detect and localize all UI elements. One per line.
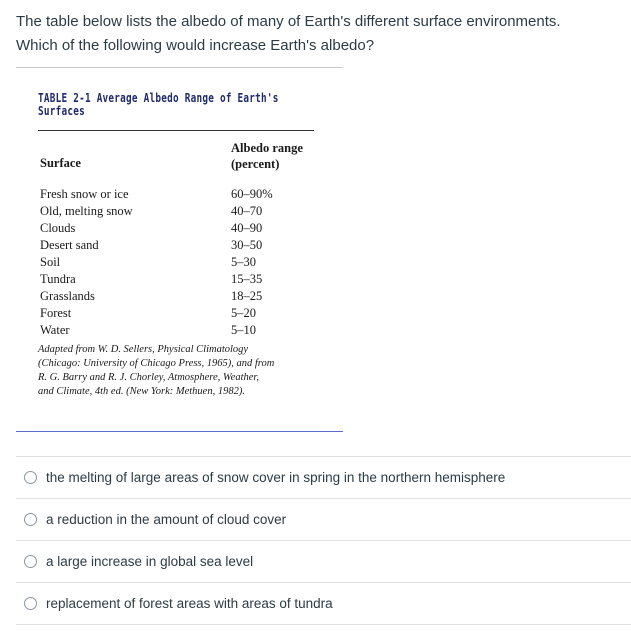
table-header — [38, 139, 318, 175]
cell-range: 40–90 — [231, 221, 263, 235]
divider-bottom — [16, 431, 343, 432]
radio-button[interactable] — [24, 555, 37, 568]
answer-option-1[interactable] — [16, 456, 631, 498]
table-caption-line-2: Surfaces — [38, 104, 85, 118]
table-caption — [38, 92, 319, 118]
table-rule — [38, 130, 314, 131]
table-row — [38, 203, 318, 220]
answer-option-4[interactable] — [16, 582, 631, 625]
cell-surface: Desert sand — [40, 238, 99, 252]
table-source-note — [38, 343, 318, 399]
table-row — [38, 237, 318, 254]
table-row — [38, 305, 318, 322]
cell-range: 5–10 — [231, 323, 256, 337]
question-text — [16, 10, 616, 58]
cell-surface: Fresh snow or ice — [40, 187, 129, 201]
cell-range: 60–90% — [231, 187, 273, 201]
cell-surface: Clouds — [40, 221, 76, 235]
question-line-2: Which of the following would increase Earth's albedo? — [16, 37, 375, 54]
answer-label[interactable]: the melting of large areas of snow cover in spring in the northern hemisphere — [46, 470, 506, 485]
answer-option-2[interactable] — [16, 498, 631, 540]
answer-option-3[interactable] — [16, 540, 631, 582]
cell-range: 15–35 — [231, 272, 263, 286]
answer-label[interactable]: a reduction in the amount of cloud cover — [46, 512, 287, 527]
table-row — [38, 254, 318, 271]
table-row — [38, 220, 318, 237]
albedo-table-figure — [38, 91, 318, 397]
answer-label[interactable]: replacement of forest areas with areas of tundra — [46, 596, 333, 611]
question-line-1: The table below lists the albedo of many of Earth's different surface environments. — [16, 13, 561, 30]
cell-range: 30–50 — [231, 238, 263, 252]
header-albedo-line-2: (percent) — [231, 157, 280, 171]
source-line-1: Adapted from W. D. Sellers, Physical Climatology — [38, 344, 249, 355]
cell-surface: Tundra — [40, 272, 76, 286]
cell-range: 5–30 — [231, 255, 256, 269]
source-line-3: R. G. Barry and R. J. Chorley, Atmosphere, Weather, — [38, 372, 259, 383]
cell-surface: Water — [40, 323, 70, 337]
source-line-2: (Chicago: University of Chicago Press, 1965), and from — [38, 358, 275, 369]
divider-top — [16, 67, 343, 68]
table-row — [38, 288, 318, 305]
radio-button[interactable] — [24, 513, 37, 526]
table-row — [38, 322, 318, 339]
cell-range: 40–70 — [231, 204, 263, 218]
radio-button[interactable] — [24, 597, 37, 610]
cell-range: 18–25 — [231, 289, 263, 303]
radio-button[interactable] — [24, 471, 37, 484]
header-albedo-line-1: Albedo range — [231, 141, 303, 155]
table-caption-line-1: TABLE 2-1 Average Albedo Range of Earth's — [38, 91, 279, 105]
table-row — [38, 186, 318, 203]
answer-label[interactable]: a large increase in global sea level — [46, 554, 254, 569]
cell-range: 5–20 — [231, 306, 256, 320]
cell-surface: Soil — [40, 255, 61, 269]
cell-surface: Forest — [40, 306, 72, 320]
source-line-4: and Climate, 4th ed. (New York: Methuen, 1982). — [38, 386, 245, 397]
table-body — [38, 186, 318, 339]
header-albedo — [231, 140, 303, 172]
answer-list — [16, 456, 631, 625]
cell-surface: Old, melting snow — [40, 204, 133, 218]
cell-surface: Grasslands — [40, 289, 95, 303]
header-surface: Surface — [40, 156, 81, 170]
table-row — [38, 271, 318, 288]
